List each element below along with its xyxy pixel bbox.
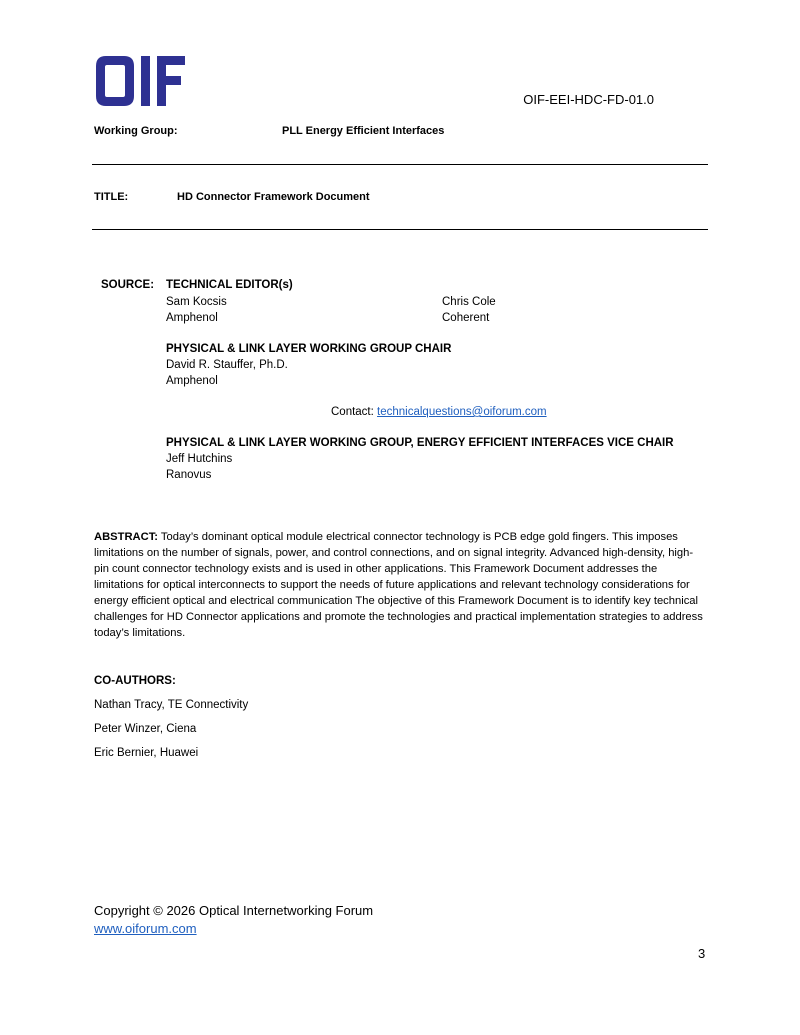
divider-top — [92, 164, 708, 165]
editor1-name: Sam Kocsis — [166, 296, 227, 308]
oif-logo — [96, 56, 186, 106]
working-group-label: Working Group: — [94, 125, 178, 137]
vice-chair-org: Ranovus — [166, 469, 212, 481]
editor2-name: Chris Cole — [442, 296, 496, 308]
abstract — [94, 529, 706, 641]
source-label: SOURCE: — [101, 279, 155, 291]
contact-line — [331, 404, 547, 420]
chair-org: Amphenol — [166, 375, 218, 387]
contact-email-link[interactable]: technicalquestions@oiforum.com — [377, 406, 547, 418]
abstract-text: Today’s dominant optical module electrical connector technology is PCB edge gold fingers. This imposes limitations on the number of signals, power, and control connections, and on signal integrity. Advanced high-density, high-pin count connector technology exists and is used in other applications. This Framework Document addresses the limitations for optical interconnects to support the needs of future applications and relevant technology considerations for energy efficient optical and electrical communication The objective of this Framework Document is to identify key technical challenges for HD Connector applications and promote the technologies and practical implementation strategies to address today’s limitations. — [94, 531, 703, 639]
title-label: TITLE: — [94, 191, 129, 203]
footer — [94, 902, 373, 938]
vice-chair-name: Jeff Hutchins — [166, 453, 233, 465]
chair-name: David R. Stauffer, Ph.D. — [166, 359, 288, 371]
document-title: HD Connector Framework Document — [177, 191, 370, 203]
contact-label: Contact: — [331, 406, 378, 418]
tech-editors-heading: TECHNICAL EDITOR(s) — [166, 279, 293, 291]
editor1-org: Amphenol — [166, 312, 218, 324]
vice-chair-heading: PHYSICAL & LINK LAYER WORKING GROUP, ENERGY EFFICIENT INTERFACES VICE CHAIR — [166, 437, 674, 449]
coauthor-item: Peter Winzer, Ciena — [94, 723, 197, 735]
coauthor-item: Nathan Tracy, TE Connectivity — [94, 699, 249, 711]
chair-heading: PHYSICAL & LINK LAYER WORKING GROUP CHAIR — [166, 343, 452, 355]
abstract-label: ABSTRACT: — [94, 531, 159, 543]
editor2-org: Coherent — [442, 312, 490, 324]
divider-bottom — [92, 229, 708, 230]
copyright-text: Copyright © 2026 Optical Internetworking Forum — [94, 903, 374, 918]
working-group-value: PLL Energy Efficient Interfaces — [282, 125, 445, 137]
document-id: OIF-EEI-HDC-FD-01.0 — [523, 92, 654, 107]
coauthor-item: Eric Bernier, Huawei — [94, 747, 199, 759]
page-number: 3 — [698, 946, 706, 961]
website-link[interactable]: www.oiforum.com — [94, 921, 197, 936]
coauthors-heading: CO-AUTHORS: — [94, 675, 176, 687]
